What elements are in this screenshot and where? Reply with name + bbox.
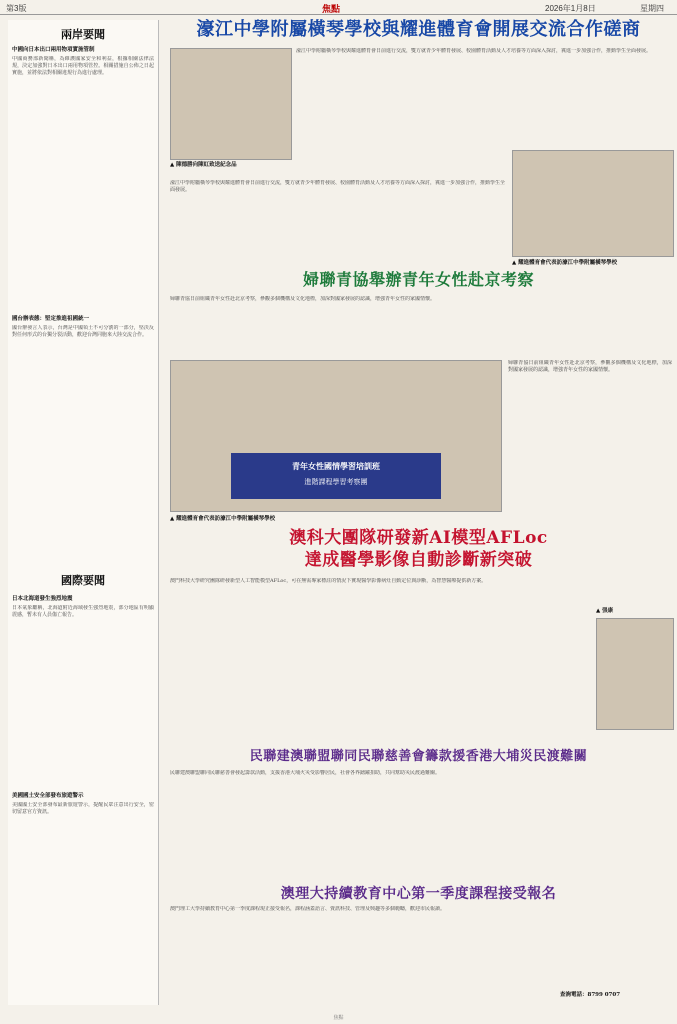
article3-headline-line1: 澳科大團隊研發新AI模型AFLoc bbox=[289, 528, 548, 548]
event-banner bbox=[231, 453, 441, 499]
sidebar-item-body: 日本氣象廳稱，北海道附近海域發生強烈地震，部分地區有明顯震感，暫未有人員傷亡報告。 bbox=[12, 605, 154, 618]
article2-body: 婦聯青協日前組織青年女性赴北京考察，參觀多個機構及文化地標，加深對國家發展的認識，增強青年女性的家國情懷。 bbox=[170, 296, 436, 302]
article4-headline: 民聯建澳聯盟聯同民聯慈善會籌款援香港大埔災民渡難關 bbox=[249, 749, 588, 764]
header-rule bbox=[0, 14, 677, 15]
article1-photo-left bbox=[170, 48, 292, 160]
article1-caption-left: ▲ 陳德勝向陳紅致送紀念品 bbox=[170, 162, 237, 168]
article2-group-photo bbox=[170, 360, 502, 512]
article3-body: 澳門科技大學研究團隊研發新型人工智能模型AFLoc，可在無需專家標註的情況下實現醫學影像病灶自動定位與診斷，為智慧醫療提供新方案。 bbox=[170, 578, 487, 584]
masthead: 焦點 bbox=[322, 4, 341, 14]
article1-headline: 濠江中學附屬橫琴學校與耀進體育會開展交流合作磋商 bbox=[196, 19, 641, 40]
sidebar-item-title: 日本北海道發生強烈地震 bbox=[12, 596, 73, 602]
article3-headline-line2: 達成醫學影像自動診斷新突破 bbox=[304, 550, 533, 570]
sidebar-item-body: 國台辦發言人表示，台灣是中國領土不可分割的一部分，堅決反對任何形式的台獨分裂活動，歡迎台灣同胞來大陸交流合作。 bbox=[12, 325, 154, 338]
sidebar-item-body: 美國國土安全部發布最新旅遊警示，提醒民眾注意出行安全，密切留意官方資訊。 bbox=[12, 802, 154, 815]
sidebar-title-cross-strait: 兩岸要聞 bbox=[61, 28, 105, 41]
banner-line-2: 進階課程學習考察團 bbox=[304, 478, 368, 486]
article1-body-cont: 濠江中學附屬橫琴學校與耀進體育會日前進行交流，雙方就青少年體育發展、校園體育活動及人才培養等方面深入探討，冀進一步加強合作，推動學生全面發展。 bbox=[170, 180, 505, 193]
sidebar-item-body: 中國商務部新聞稱，為維護國家安全和利益，根據相關法律法規，決定加強對日本出口兩用物項管控。相關措施自公佈之日起實施，並將依法對相關違規行為進行處理。 bbox=[12, 56, 154, 76]
banner-line-1: 青年女性國情學習培訓班 bbox=[292, 461, 380, 471]
article1-caption-right: ▲ 耀進體育會代表訪濠江中學附屬橫琴學校 bbox=[512, 260, 618, 266]
sidebar-title-international: 國際要聞 bbox=[61, 574, 105, 587]
article2-headline: 婦聯青協舉辦青年女性赴京考察 bbox=[302, 270, 534, 289]
article2-body-cont: 婦聯青協日前組織青年女性赴北京考察，參觀多個機構及文化地標，加深對國家發展的認識，增強青年女性的家國情懷。 bbox=[508, 360, 672, 373]
article5-headline: 澳理大持續教育中心第一季度課程接受報名 bbox=[280, 886, 557, 902]
issue-date: 2026年1月8日 bbox=[545, 4, 596, 13]
page-header bbox=[0, 0, 677, 14]
article1-photo-right bbox=[512, 150, 674, 257]
article3-caption: ▲ 張康 bbox=[596, 608, 614, 614]
article1-body: 濠江中學附屬橫琴學校與耀進體育會日前進行交流，雙方就青少年體育發展、校園體育活動及人才培養等方面深入探討，冀進一步加強合作，推動學生全面發展。 bbox=[296, 48, 652, 54]
portrait-photo bbox=[596, 618, 674, 730]
page-number: 第3版 bbox=[6, 4, 27, 13]
sidebar-item-title: 國台辦表態：堅定推進祖國統一 bbox=[12, 316, 90, 322]
news-sidebar bbox=[8, 20, 159, 1005]
article4-body: 民聯建澳聯盟聯同民聯慈善會發起籌款活動，支援香港大埔火災受影響居民，社會各界踴躍捐助，共同幫助災民渡過難關。 bbox=[170, 770, 441, 776]
article2-caption: ▲ 耀進體育會代表訪濠江中學附屬橫琴學校 bbox=[170, 516, 276, 522]
article5-contact: 查詢電話：8799 0707 bbox=[560, 992, 621, 998]
sidebar-item-title: 美國國土安全部發布旅遊警示 bbox=[12, 793, 84, 799]
page-footer: 焦點 bbox=[333, 1015, 344, 1021]
article5-body: 澳門理工大學持續教育中心第一季度課程現正接受報名，課程涵蓋語言、資訊科技、管理及興趣等多個範疇，歡迎市民報讀。 bbox=[170, 906, 446, 912]
weekday: 星期四 bbox=[640, 4, 664, 13]
sidebar-item-title: 中國向日本出口兩用物項實施管制 bbox=[12, 47, 95, 53]
